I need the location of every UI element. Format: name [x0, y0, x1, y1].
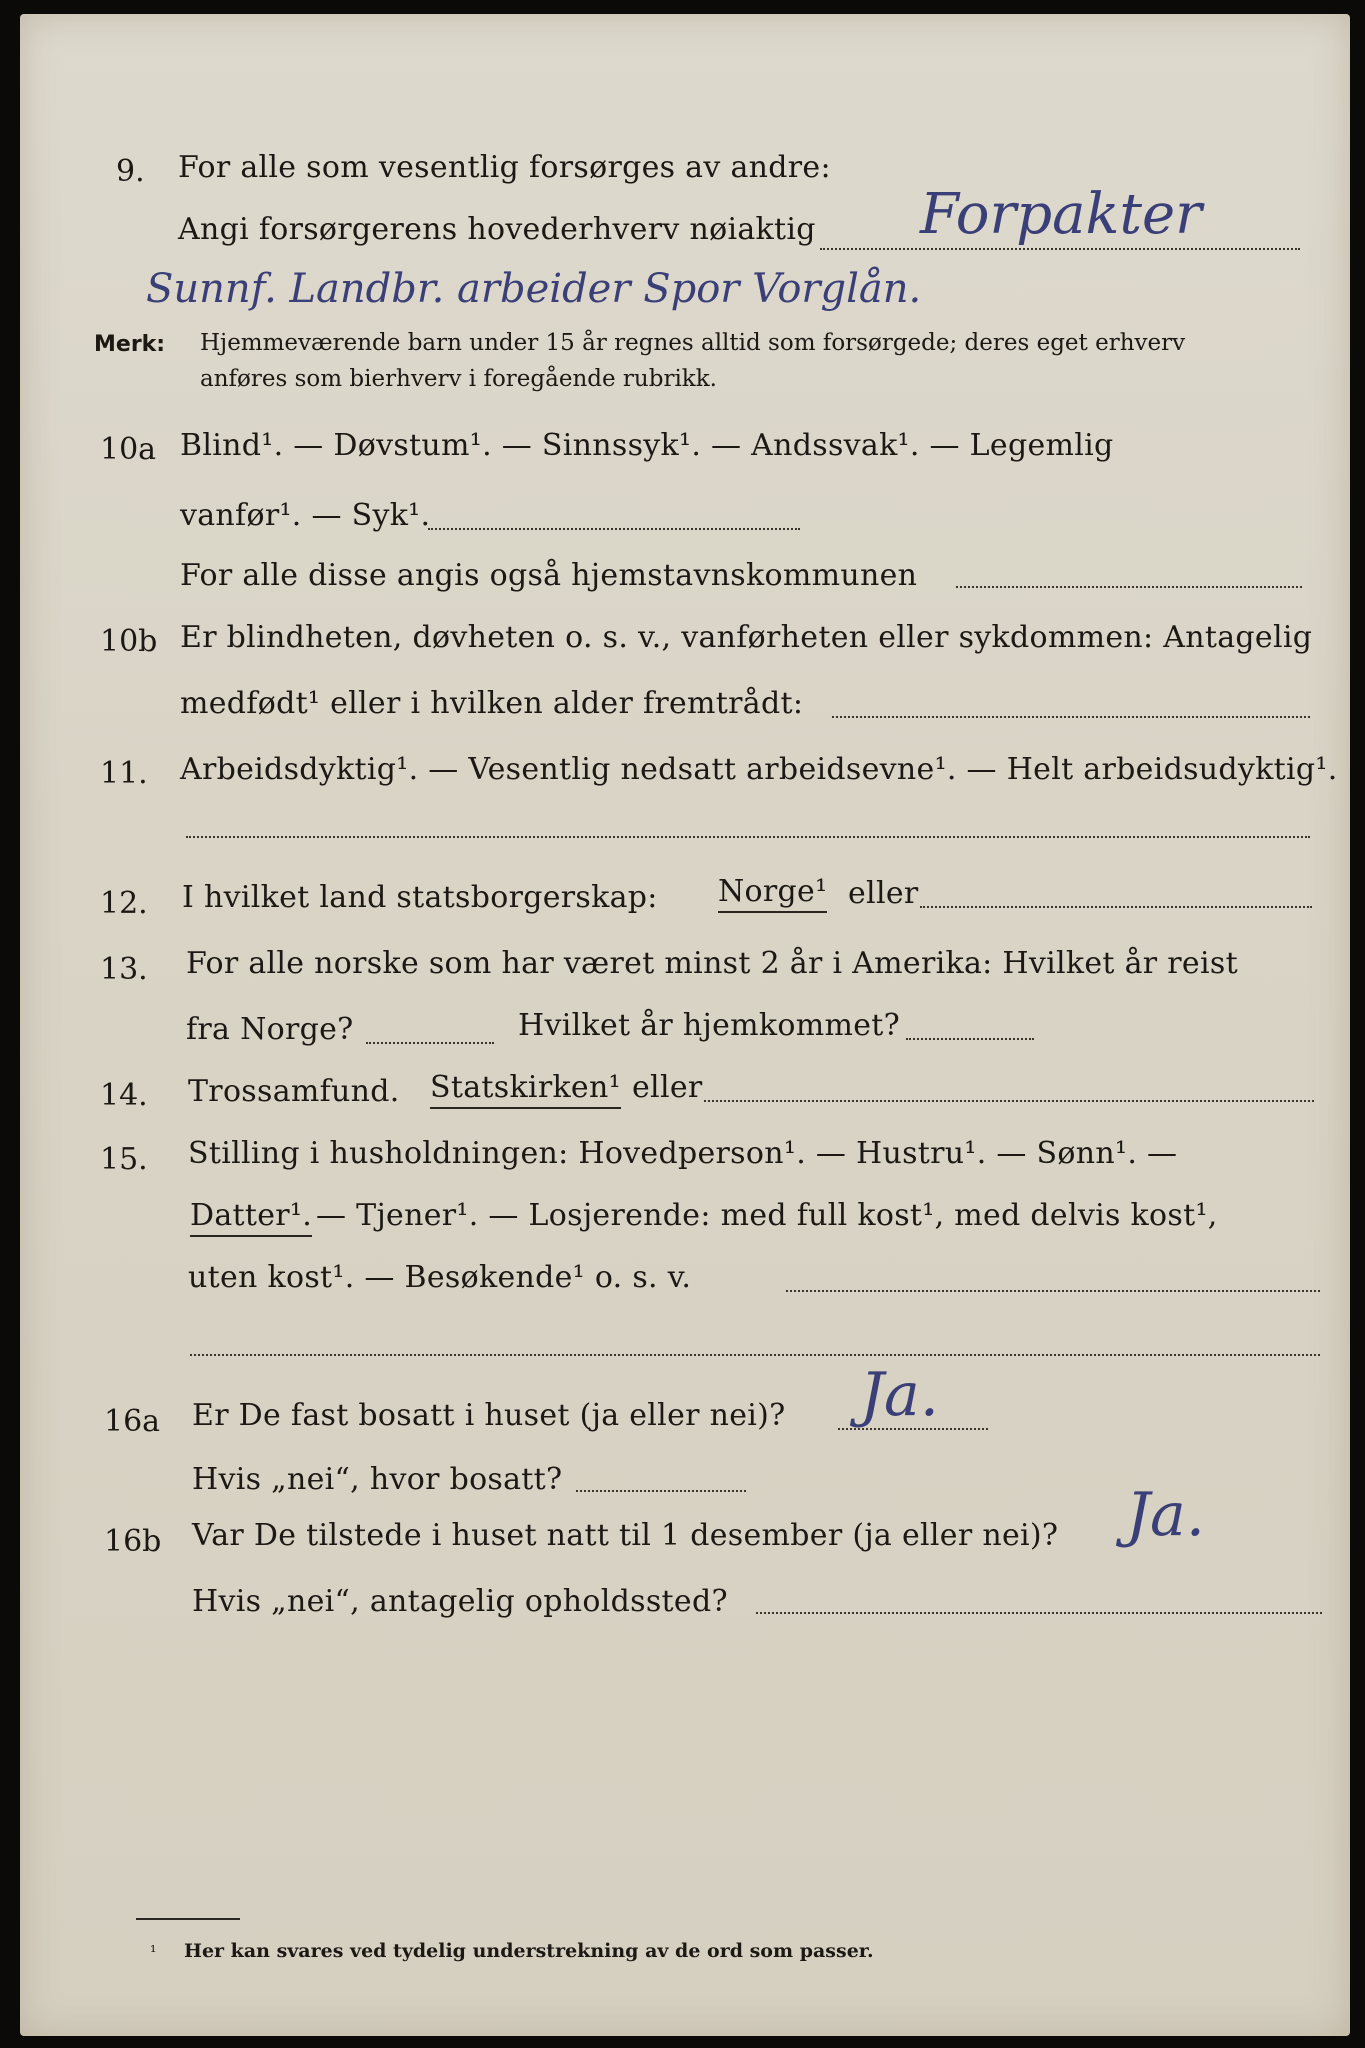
- merk-label: Merk:: [94, 332, 166, 357]
- q10a-line2-blank: [428, 528, 800, 530]
- q14-prefix: Trossamfund.: [188, 1074, 400, 1109]
- footnote-mark: ¹: [150, 1942, 157, 1961]
- census-form-page: [20, 14, 1350, 2036]
- q10a-line3: For alle disse angis også hjemstavnskommunen: [180, 558, 918, 593]
- q12-prefix: I hvilket land statsborgerskap:: [182, 880, 658, 915]
- q10b-line2-blank: [832, 716, 1310, 718]
- q15-line3: uten kost¹. — Besøkende¹ o. s. v.: [188, 1260, 692, 1295]
- q9-number: 9.: [116, 154, 145, 189]
- q10a-line2: vanfør¹. — Syk¹.: [180, 498, 431, 533]
- q16a-handwritten-answer: Ja.: [860, 1360, 939, 1430]
- q16b-line1: Var De tilstede i huset natt til 1 desember (ja eller nei)?: [192, 1518, 1059, 1553]
- q10b-number: 10b: [100, 624, 158, 659]
- q9-handwritten-answer-2: Sunnf. Landbr. arbeider Spor Vorglån.: [146, 266, 922, 312]
- q11-blank: [186, 836, 1310, 838]
- q9-answer-line: [820, 248, 1300, 250]
- merk-line2: anføres som bierhverv i foregående rubrikk.: [200, 366, 717, 392]
- q14-number: 14.: [100, 1078, 148, 1113]
- q10a-number: 10a: [100, 432, 157, 467]
- q16a-line1: Er De fast bosatt i huset (ja eller nei)?: [192, 1398, 786, 1433]
- q16a-line2-blank: [576, 1490, 746, 1492]
- q13-number: 13.: [100, 952, 148, 987]
- q16a-line2: Hvis „nei“, hvor bosatt?: [192, 1462, 563, 1497]
- q14-suffix: eller: [632, 1070, 703, 1105]
- q9-line2: Angi forsørgerens hovederhverv nøiaktig: [178, 212, 816, 247]
- q10a-line1: Blind¹. — Døvstum¹. — Sinnssyk¹. — Andssvak¹. — Legemlig: [180, 428, 1114, 463]
- merk-line1: Hjemmeværende barn under 15 år regnes alltid som forsørgede; deres eget erhverv: [200, 330, 1186, 356]
- q15-line1: Stilling i husholdningen: Hovedperson¹. — Hustru¹. — Sønn¹. —: [188, 1136, 1178, 1171]
- q15-number: 15.: [100, 1142, 148, 1177]
- q16b-line2: Hvis „nei“, antagelig opholdssted?: [192, 1584, 728, 1619]
- q10b-line2: medfødt¹ eller i hvilken alder fremtrådt:: [180, 686, 804, 721]
- q16b-line2-blank: [756, 1612, 1322, 1614]
- q16a-number: 16a: [104, 1404, 161, 1439]
- q15-datter: Datter¹.: [190, 1198, 312, 1237]
- footnote-rule: [136, 1918, 240, 1920]
- q13-year-return-blank: [906, 1038, 1034, 1040]
- footnote-text: Her kan svares ved tydelig understrekning av de ord som passer.: [184, 1940, 874, 1962]
- q9-handwritten-answer: Forpakter: [920, 182, 1202, 247]
- q10b-line1: Er blindheten, døvheten o. s. v., vanførheten eller sykdommen: Antagelig: [180, 620, 1313, 655]
- q12-blank: [920, 906, 1312, 908]
- q12-suffix: eller: [848, 876, 919, 911]
- q13-line2b: Hvilket år hjemkommet?: [518, 1008, 901, 1043]
- q10a-line3-blank: [956, 586, 1302, 588]
- q14-blank: [704, 1100, 1314, 1102]
- q15-extra-blank: [190, 1354, 1320, 1356]
- q11-line1: Arbeidsdyktig¹. — Vesentlig nedsatt arbeidsevne¹. — Helt arbeidsudyktig¹.: [180, 752, 1338, 787]
- q15-line2: — Tjener¹. — Losjerende: med full kost¹, med delvis kost¹,: [316, 1198, 1218, 1233]
- q14-church: Statskirken¹: [430, 1070, 621, 1109]
- q13-year-left-blank: [366, 1042, 494, 1044]
- q11-number: 11.: [100, 756, 148, 791]
- q13-line2a: fra Norge?: [186, 1012, 354, 1047]
- q9-line1: For alle som vesentlig forsørges av andre:: [178, 150, 831, 185]
- q16b-number: 16b: [104, 1524, 162, 1559]
- q12-number: 12.: [100, 886, 148, 921]
- q13-line1: For alle norske som har været minst 2 år i Amerika: Hvilket år reist: [186, 946, 1238, 981]
- q16b-handwritten-answer: Ja.: [1126, 1480, 1205, 1550]
- q12-country: Norge¹: [718, 874, 827, 913]
- q15-line3-blank: [786, 1290, 1320, 1292]
